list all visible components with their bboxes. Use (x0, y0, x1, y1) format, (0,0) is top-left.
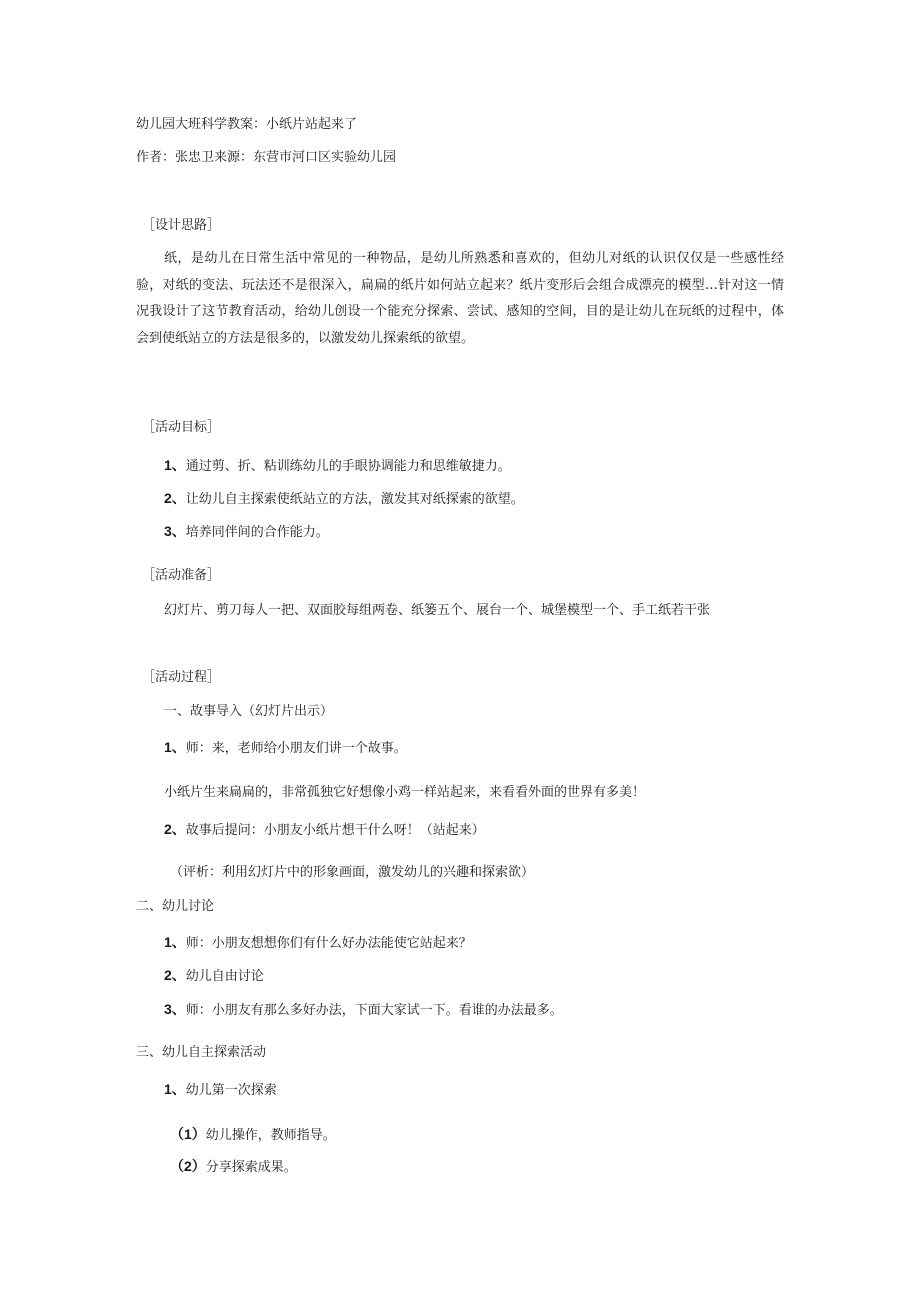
list-item (164, 739, 407, 757)
item-text: 幼儿第一次探索 (185, 1083, 277, 1098)
sub-item (170, 1158, 297, 1176)
item-text: 培养同伴间的合作能力。 (185, 525, 329, 540)
list-item (164, 523, 329, 541)
doc-title: 幼儿园大班科学教案：小纸片站起来了 (136, 117, 358, 132)
item-text: 让幼儿自主探索使纸站立的方法，激发其对纸探索的欲望。 (185, 492, 524, 507)
list-item (164, 934, 472, 952)
item-text: 通过剪、折、粘训练幼儿的手眼协调能力和思维敏捷力。 (185, 459, 511, 474)
list-item (164, 457, 511, 475)
design-heading: ［设计思路］ (142, 218, 221, 233)
item-text: 师：小朋友有那么多好办法，下面大家试一下。看谁的办法最多。 (185, 1003, 563, 1018)
list-item (164, 821, 485, 839)
list-item (164, 1001, 563, 1019)
process-heading: ［活动过程］ (142, 670, 221, 685)
item-number: 3、 (164, 523, 186, 539)
prep-heading: ［活动准备］ (142, 568, 221, 583)
section-3-title: 三、幼儿自主探索活动 (136, 1045, 267, 1060)
section-1-title: 一、故事导入（幻灯片出示） (164, 704, 334, 719)
item-number: 2、 (164, 821, 186, 837)
item-number: 2、 (164, 490, 186, 506)
goals-heading: ［活动目标］ (142, 420, 221, 435)
item-number: 3、 (164, 1001, 186, 1017)
list-item (164, 967, 264, 985)
design-paragraph: 纸，是幼儿在日常生活中常见的一种物品，是幼儿所熟悉和喜欢的，但幼儿对纸的认识仅仅是一些感性经验，对纸的变法、玩法还不是很深入，扁扁的纸片如何站立起来？纸片变形后会组合成漂亮的模型…针对这一情况我设计了这节教育活动，给幼儿创设一个能充分探索、尝试、感知的空间，目的是让幼儿在玩纸的过程中，体会到使纸站立的方法是很多的，以激发幼儿探索纸的欲望。 (136, 251, 784, 346)
item-number: 2、 (164, 967, 186, 983)
prep-text: 幻灯片、剪刀每人一把、双面胶每组两卷、纸篓五个、展台一个、城堡模型一个、手工纸若干张 (164, 603, 711, 618)
item-number: 1、 (164, 739, 186, 755)
section-2-title: 二、幼儿讨论 (136, 899, 215, 914)
comment-text: （评析：利用幻灯片中的形象画面，激发幼儿的兴趣和探索欲） (170, 865, 535, 880)
item-text: 故事后提问：小朋友小纸片想干什么呀！（站起来） (185, 823, 485, 838)
item-number: 1、 (164, 934, 186, 950)
story-text: 小纸片生来扁扁的，非常孤独它好想像小鸡一样站起来，来看看外面的世界有多美！ (164, 785, 646, 800)
item-text: 师：来，老师给小朋友们讲一个故事。 (185, 741, 407, 756)
item-text: 幼儿自由讨论 (185, 969, 264, 984)
sub-item (170, 1126, 336, 1144)
author-line: 作者：张忠卫来源：东营市河口区实验幼儿园 (136, 150, 397, 165)
sub-item-number: （1） (170, 1126, 206, 1142)
item-number: 1、 (164, 457, 186, 473)
list-item (164, 1081, 277, 1099)
list-item (164, 490, 524, 508)
sub-item-text: 幼儿操作，教师指导。 (205, 1128, 336, 1143)
item-text: 师：小朋友想想你们有什么好办法能使它站起来？ (185, 936, 472, 951)
sub-item-text: 分享探索成果。 (205, 1160, 297, 1175)
item-number: 1、 (164, 1081, 186, 1097)
sub-item-number: （2） (170, 1158, 206, 1174)
